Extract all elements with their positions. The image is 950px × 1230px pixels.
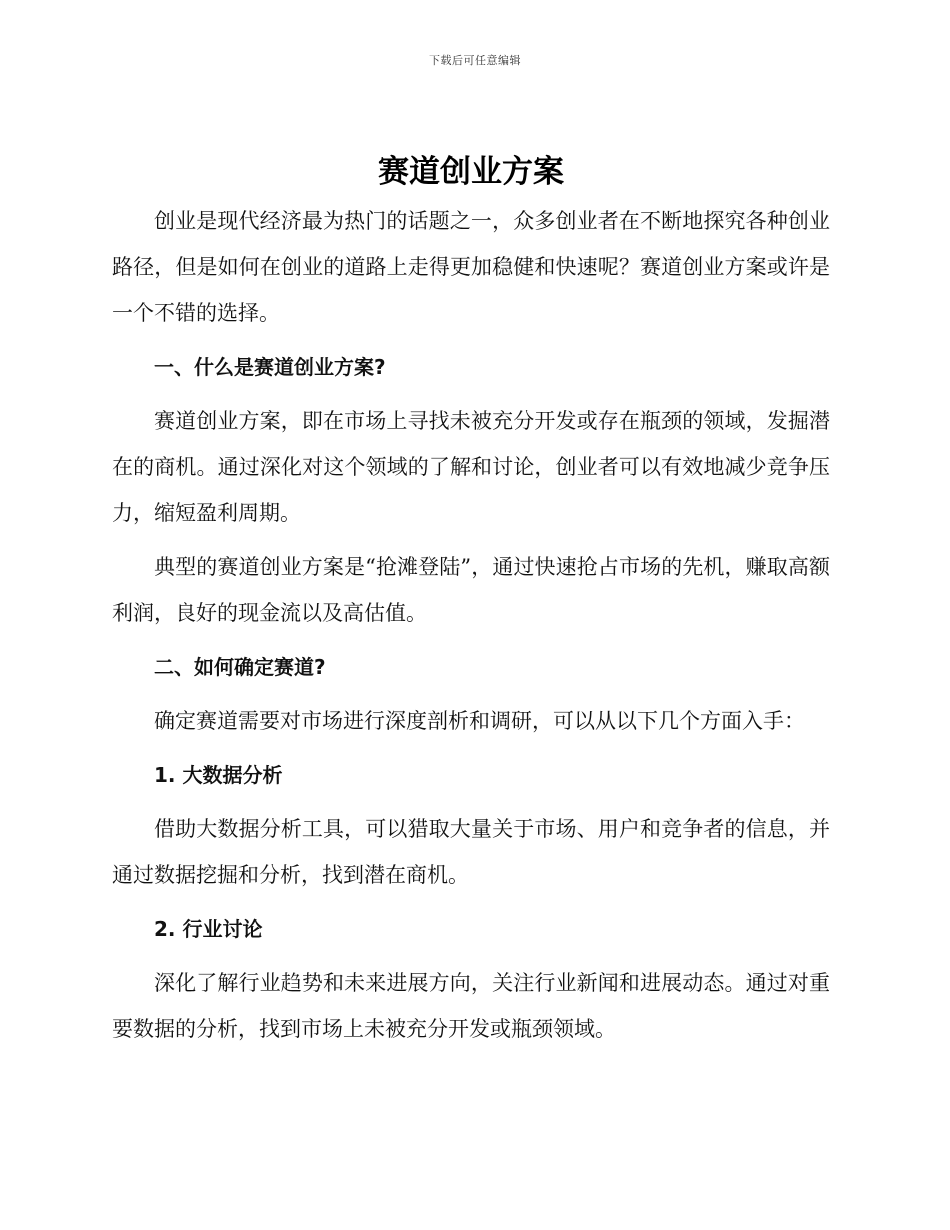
document-content xyxy=(112,146,830,1052)
definition-paragraph: 赛道创业方案，即在市场上寻找未被充分开发或存在瓶颈的领域，发掘潜在的商机。通过深化对这个领域的了解和讨论，创业者可以有效地减少竞争压力，缩短盈利周期。 xyxy=(112,409,830,525)
big-data-paragraph: 借助大数据分析工具，可以猎取大量关于市场、用户和竞争者的信息，并通过数据挖掘和分析，找到潜在商机。 xyxy=(112,817,830,887)
industry-discussion-paragraph: 深化了解行业趋势和未来进展方向，关注行业新闻和进展动态。通过对重要数据的分析，找到市场上未被充分开发或瓶颈领域。 xyxy=(112,971,830,1041)
example-paragraph: 典型的赛道创业方案是“抢滩登陆”，通过快速抢占市场的先机，赚取高额利润，良好的现金流以及高估值。 xyxy=(112,555,830,625)
section-heading-what-is: 一、什么是赛道创业方案? xyxy=(154,355,386,379)
document-title: 赛道创业方案 xyxy=(378,154,564,190)
subheading-industry-discussion: 2. 行业讨论 xyxy=(154,917,263,941)
section-heading-how-to-determine: 二、如何确定赛道? xyxy=(154,655,326,679)
intro-paragraph: 创业是现代经济最为热门的话题之一，众多创业者在不断地探究各种创业路径，但是如何在创业的道路上走得更加稳健和快速呢？赛道创业方案或许是一个不错的选择。 xyxy=(112,209,830,325)
subheading-big-data: 1. 大数据分析 xyxy=(154,763,283,787)
method-intro-paragraph: 确定赛道需要对市场进行深度剖析和调研，可以从以下几个方面入手： xyxy=(154,709,805,733)
page-header: 下载后可任意编辑 xyxy=(429,54,521,67)
